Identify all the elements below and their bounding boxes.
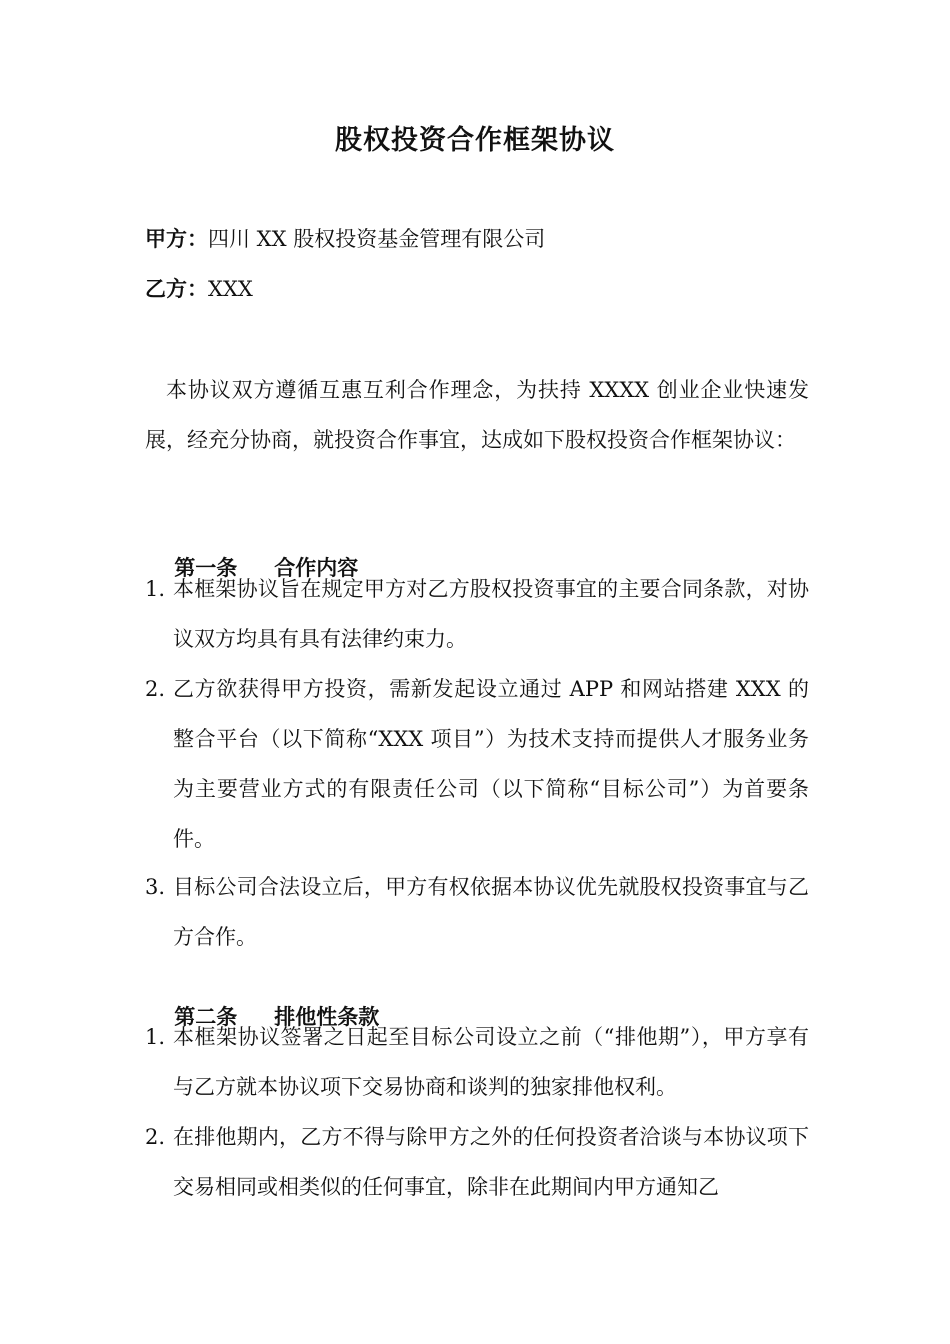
- list-item-text: 乙方欲获得甲方投资，需新发起设立通过 APP 和网站搭建 XXX 的整合平台（以下简称“XXX 项目”）为技术支持而提供人才服务业务为主要营业方式的有限责任公司（以下简称“目标公司”）为首要条件。: [173, 677, 809, 851]
- section-number: 第一条: [174, 556, 238, 580]
- list-item: [145, 664, 809, 864]
- list-item: [145, 1112, 809, 1212]
- section-title: 排他性条款: [274, 1005, 380, 1029]
- preamble-paragraph: 本协议双方遵循互惠互利合作理念，为扶持 XXXX 创业企业快速发展，经充分协商，就投资合作事宜，达成如下股权投资合作框架协议：: [145, 378, 809, 452]
- party-a-label: 甲方：: [145, 227, 208, 251]
- party-a-value: 四川 XX 股权投资基金管理有限公司: [208, 227, 546, 251]
- party-b-value: XXX: [208, 277, 253, 301]
- list-item-marker: 2.: [145, 1125, 166, 1149]
- list-item: [145, 1012, 809, 1112]
- list-item-marker: 3.: [145, 875, 166, 899]
- list-item-marker: 1.: [145, 1025, 166, 1049]
- list-item-marker: 1.: [145, 577, 166, 601]
- list-item-text: 目标公司合法设立后，甲方有权依据本协议优先就股权投资事宜与乙方合作。: [173, 875, 809, 949]
- document-title: 股权投资合作框架协议: [335, 125, 615, 156]
- section-title: 合作内容: [274, 556, 359, 580]
- party-a-line: [145, 224, 545, 254]
- list-item-text: 本框架协议签署之日起至目标公司设立之前（“排他期”），甲方享有与乙方就本协议项下交易协商和谈判的独家排他权利。: [173, 1025, 809, 1099]
- list-item-marker: 2.: [145, 677, 166, 701]
- list-item-text: 在排他期内，乙方不得与除甲方之外的任何投资者洽谈与本协议项下交易相同或相类似的任何事宜，除非在此期间内甲方通知乙: [173, 1125, 809, 1199]
- party-b-line: [145, 274, 253, 304]
- list-item-text: 本框架协议旨在规定甲方对乙方股权投资事宜的主要合同条款，对协议双方均具有具有法律约束力。: [173, 577, 809, 651]
- list-item: [145, 862, 809, 962]
- party-b-label: 乙方：: [145, 277, 208, 301]
- list-item: [145, 564, 809, 664]
- section-number: 第二条: [174, 1005, 238, 1029]
